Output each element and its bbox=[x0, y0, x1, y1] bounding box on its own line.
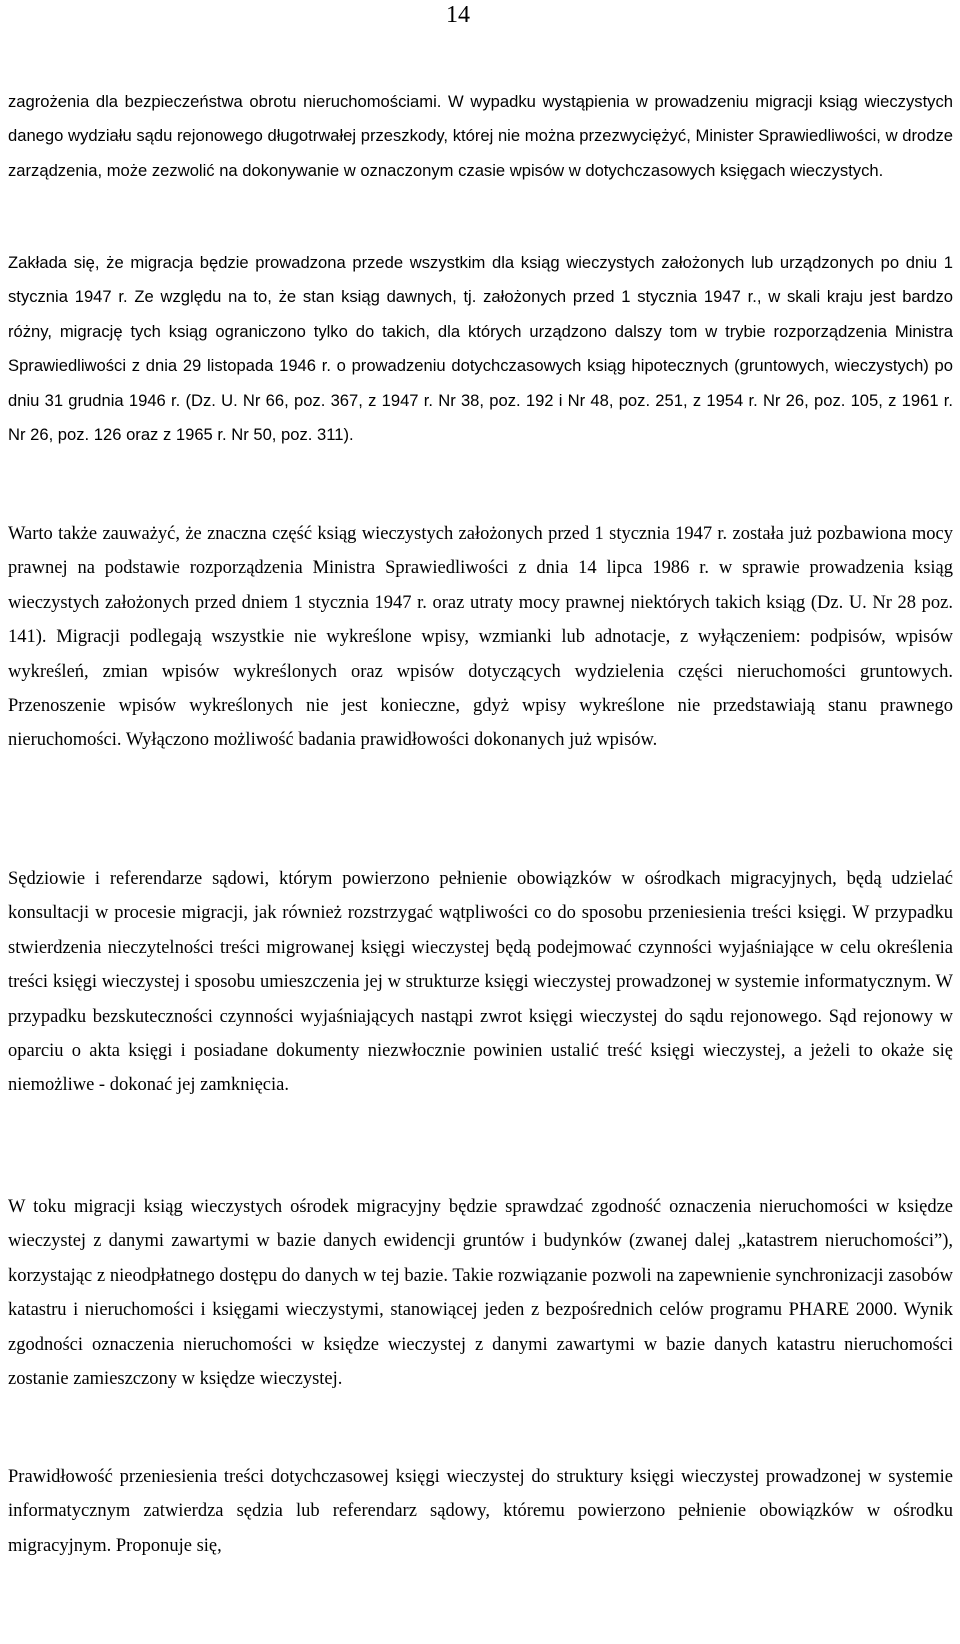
paragraph-judges-referendaries: Sędziowie i referendarze sądowi, którym powierzono pełnienie obowiązków w ośrodkach migracyjnych, będą udzielać konsultacji w procesie migracji, jak również rozstrzygać wątpliwości co do sposobu przeniesienia treści księgi. W przypadku stwierdzenia nieczytelności treści migrowanej księgi wieczystej będą podejmować czynności wyjaśniające w celu określenia treści księgi wieczystej i sposobu umieszczenia jej w strukturze księgi wieczystej prowadzonej w systemie informatycznym. W przypadku bezskuteczności czynności wyjaśniających nastąpi zwrot księgi wieczystej do sądu rejonowego. Sąd rejonowy w oparciu o akta księgi i posiadane dokumenty niezwłocznie powinien ustalić treść księgi wieczystej, a jeżeli to okaże się niemożliwe - dokonać jej zamknięcia. bbox=[8, 869, 953, 1096]
page-number: 14 bbox=[446, 2, 470, 28]
paragraph-migration-obstacle: zagrożenia dla bezpieczeństwa obrotu nieruchomościami. W wypadku wystąpienia w prowadzeniu migracji ksiąg wieczystych danego wydziału sądu rejonowego długotrwałej przeszkody, której nie można przezwyciężyć, Minister Sprawiedliwości, w drodze zarządzenia, może zezwolić na dokonywanie w oznaczonym czasie wpisów w dotychczasowych księgach wieczystych. bbox=[8, 92, 953, 180]
paragraph-cadastre-check: W toku migracji ksiąg wieczystych ośrodek migracyjny będzie sprawdzać zgodność oznaczenia nieruchomości w księdze wieczystej z danymi zawartymi w bazie danych ewidencji gruntów i budynków (zwanej dalej „katastrem nieruchomości”), korzystając z nieodpłatnego dostępu do danych w tej bazie. Takie rozwiązanie pozwoli na zapewnienie synchronizacji zasobów katastru i nieruchomości i księgami wieczystymi, stanowiącej jeden z bezpośrednich celów programu PHARE 2000. Wynik zgodności oznaczenia nieruchomości w księdze wieczystej z danymi zawartymi w bazie danych katastru nieruchomości zostanie zamieszczony w księdze wieczystej. bbox=[8, 1197, 953, 1390]
paragraph-approval: Prawidłowość przeniesienia treści dotychczasowej księgi wieczystej do struktury księgi wieczystej prowadzonej w systemie informatycznym zatwierdza sędzia lub referendarz sądowy, któremu powierzono pełnienie obowiązków w ośrodku migracyjnym. Proponuje się, bbox=[8, 1467, 953, 1556]
paragraph-old-books: Warto także zauważyć, że znaczna część ksiąg wieczystych założonych przed 1 stycznia 1947 r. została już pozbawiona mocy prawnej na podstawie rozporządzenia Ministra Sprawiedliwości z dnia 14 lipca 1986 r. w sprawie prowadzenia ksiąg wieczystych założonych przed dniem 1 stycznia 1947 r. oraz utraty mocy prawnej niektórych takich ksiąg (Dz. U. Nr 28 poz. 141). Migracji podlegają wszystkie nie wykreślone wpisy, wzmianki lub adnotacje, z wyłączeniem: podpisów, wpisów wykreśleń, zmian wpisów wykreślonych oraz wpisów dotyczących wydzielenia części nieruchomości gruntowych. Przenoszenie wpisów wykreślonych nie jest konieczne, gdyż wpisy wykreślone nie przedstawiają stanu prawnego nieruchomości. Wyłączono możliwość badania prawidłowości dokonanych już wpisów. bbox=[8, 524, 953, 751]
paragraph-migration-scope: Zakłada się, że migracja będzie prowadzona przede wszystkim dla ksiąg wieczystych założonych lub urządzonych po dniu 1 stycznia 1947 r. Ze względu na to, że stan ksiąg dawnych, tj. założonych przed 1 stycznia 1947 r., w skali kraju jest bardzo różny, migrację tych ksiąg ograniczono tylko do takich, dla których urządzono dalszy tom w trybie rozporządzenia Ministra Sprawiedliwości z dnia 29 listopada 1946 r. o prowadzeniu dotychczasowych ksiąg hipotecznych (gruntowych, wieczystych) po dniu 31 grudnia 1946 r. (Dz. U. Nr 66, poz. 367, z 1947 r. Nr 38, poz. 192 i Nr 48, poz. 251, z 1954 r. Nr 26, poz. 105, z 1961 r. Nr 26, poz. 126 oraz z 1965 r. Nr 50, poz. 311). bbox=[8, 253, 953, 445]
